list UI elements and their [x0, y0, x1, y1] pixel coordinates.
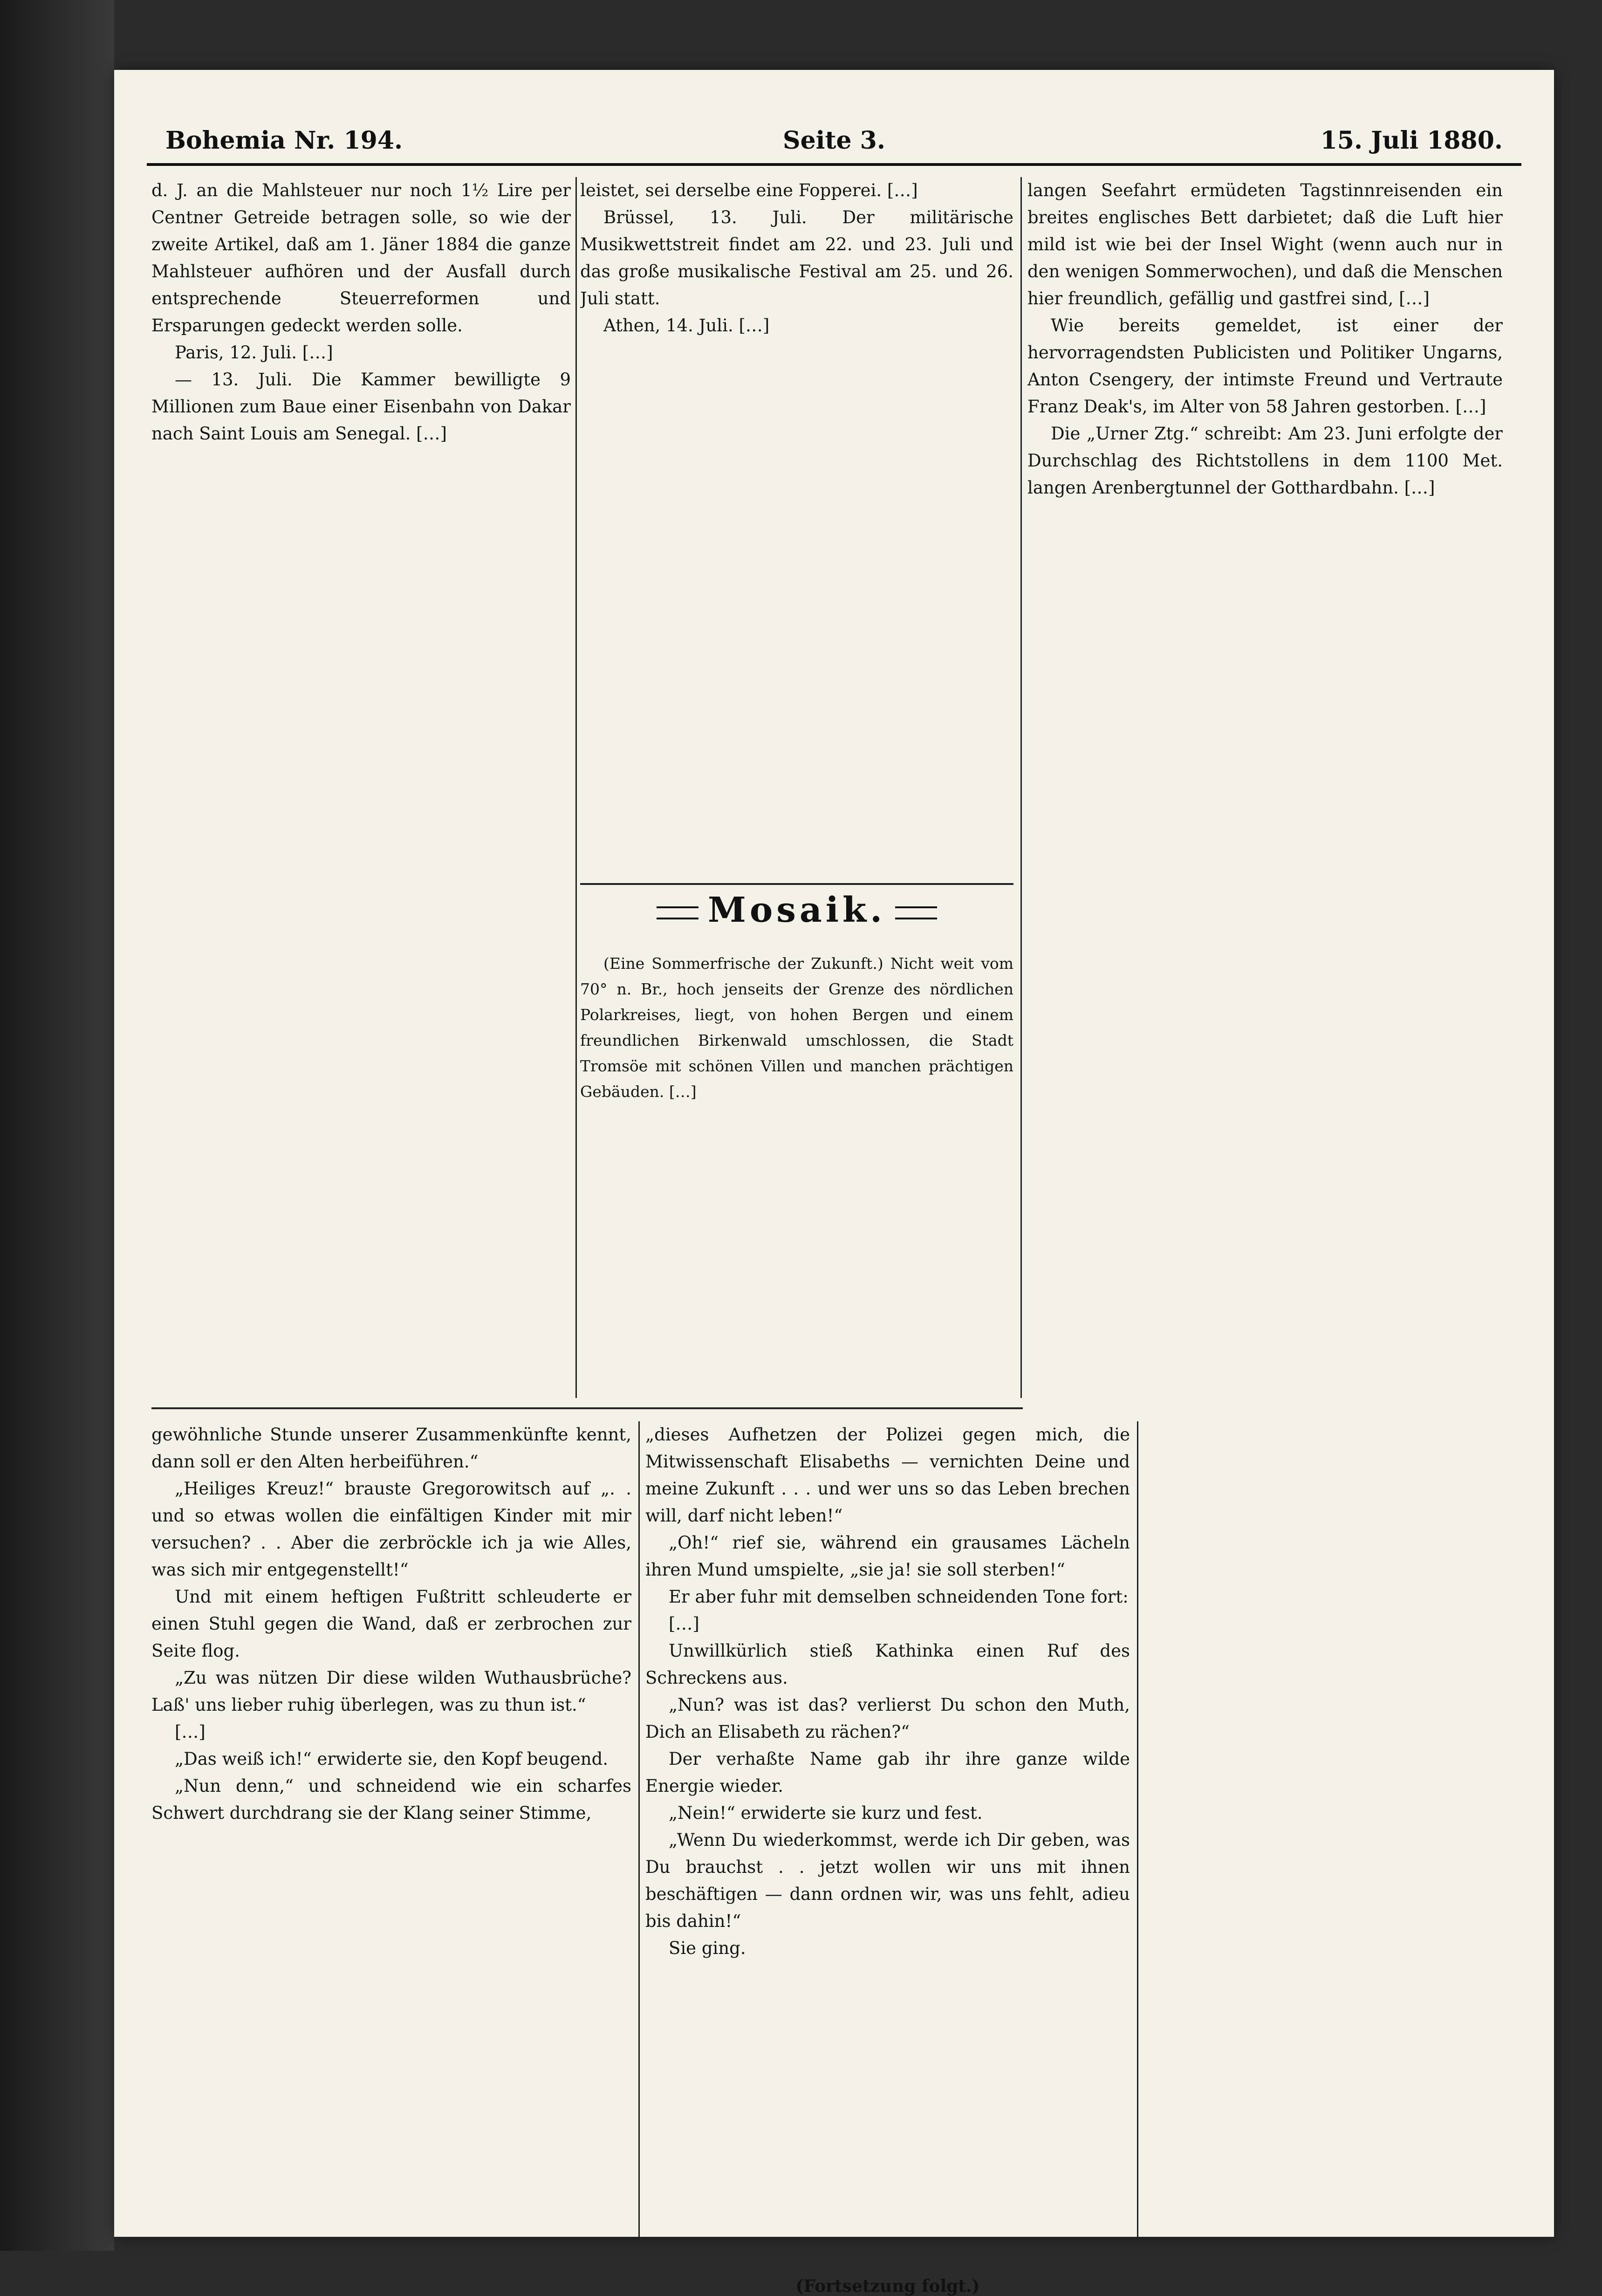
feuilleton-column-1: [151, 1421, 631, 2293]
paragraph: „dieses Aufhetzen der Polizei gegen mich, die Mitwissenschaft Elisabeths — vernichten Deine und meine Zukunft . . . und wer uns so das Leben brechen will, darf nicht leben!“: [645, 1425, 1130, 1526]
paragraph: […]: [669, 1614, 699, 1634]
paragraph: „Wenn Du wiederkommst, werde ich Dir geben, was Du brauchst . . jetzt wollen wir uns mit ihnen beschäftigen — dann ordnen wir, was uns fehlt, adieu bis dahin!“: [645, 1830, 1130, 1931]
scan-edge: [0, 0, 114, 2251]
paragraph: Paris, 12. Juli. […]: [175, 343, 333, 363]
continuation-note: (Fortsetzung folgt.): [795, 2276, 980, 2296]
paragraph: „Nun denn,“ und schneidend wie ein scharfes Schwert durchdrang sie der Klang seiner Stimme,: [151, 1776, 631, 1823]
ornament-left: [657, 906, 698, 919]
column-rule-1: [575, 177, 577, 1398]
header-publication: Bohemia Nr. 194.: [165, 126, 403, 155]
paragraph: (Eine Sommerfrische der Zukunft.) Nicht weit vom 70° n. Br., hoch jenseits der Grenze des nördlichen Polarkreises, liegt, von hohen Bergen und einem freundlichen Birkenwald umschlossen, die Stadt Tromsöe mit schönen Villen und manchen prächtigen Gebäuden. […]: [580, 954, 1013, 1101]
header-date: 15. Juli 1880.: [1320, 126, 1503, 155]
mosaik-heading: [580, 890, 1013, 946]
paragraph: langen Seefahrt ermüdeten Tagstinnreisenden ein breites englisches Bett darbietet; daß die Luft hier mild ist wie bei der Insel Wight (wenn auch nur in den wenigen Sommerwochen), und daß die Menschen hier freundlich, gefällig und gastfrei sind, […]: [1027, 180, 1503, 308]
paragraph: Sie ging.: [669, 1938, 746, 1958]
paragraph: Er aber fuhr mit demselben schneidenden Tone fort:: [669, 1587, 1129, 1607]
paragraph: Unwillkürlich stieß Kathinka einen Ruf des Schreckens aus.: [645, 1641, 1130, 1688]
ornament-right: [895, 906, 937, 919]
paragraph: Der verhaßte Name gab ihr ihre ganze wilde Energie wieder.: [645, 1749, 1130, 1796]
column-2-news: [580, 177, 1013, 876]
paragraph: — 13. Juli. Die Kammer bewilligte 9 Millionen zum Baue einer Eisenbahn von Dakar nach Saint Louis am Senegal. […]: [151, 370, 571, 444]
paragraph: d. J. an die Mahlsteuer nur noch 1½ Lire per Centner Getreide betragen solle, so wie der zweite Artikel, daß am 1. Jäner 1884 die ganze Mahlsteuer aufhören und der Ausfall durch entsprechende Steuerreformen und Ersparungen gedeckt werden solle.: [151, 180, 571, 336]
paragraph: „Zu was nützen Dir diese wilden Wuthausbrüche? Laß' uns lieber ruhig überlegen, was zu thun ist.“: [151, 1668, 631, 1715]
paragraph: „Nein!“ erwiderte sie kurz und fest.: [669, 1803, 983, 1823]
mosaik-top-rule: [580, 883, 1013, 885]
mosaik-title: Mosaik.: [707, 890, 886, 930]
paragraph: […]: [175, 1722, 205, 1742]
column-rule-3: [638, 1421, 640, 2237]
page-header: [147, 112, 1521, 166]
newspaper-page: [114, 70, 1554, 2296]
paragraph: „Heiliges Kreuz!“ brauste Gregorowitsch auf „. . und so etwas wollen die einfältigen Kinder mit mir versuchen? . . Aber die zerbröckle ich ja wie Alles, was sich mir entgegenstellt!“: [151, 1479, 631, 1580]
paragraph: Brüssel, 13. Juli. Der militärische Musikwettstreit findet am 22. und 23. Juli und das große musikalische Festival am 25. und 26. Juli statt.: [580, 207, 1013, 308]
paragraph: „Oh!“ rief sie, während ein grausames Lächeln ihren Mund umspielte, „sie ja! sie soll sterben!“: [645, 1533, 1130, 1580]
header-page-number: Seite 3.: [783, 126, 885, 155]
feuilleton-rule: [151, 1407, 1023, 1409]
paragraph: leistet, sei derselbe eine Fopperei. […]: [580, 180, 918, 200]
paragraph: „Nun? was ist das? verlierst Du schon den Muth, Dich an Elisabeth zu rächen?“: [645, 1695, 1130, 1742]
paragraph: Und mit einem heftigen Fußtritt schleuderte er einen Stuhl gegen die Wand, daß er zerbrochen zur Seite flog.: [151, 1587, 631, 1661]
paragraph: Die „Urner Ztg.“ schreibt: Am 23. Juni erfolgte der Durchschlag des Richtstollens in dem 1100 Met. langen Arenbergtunnel der Gotthardbahn. […]: [1027, 424, 1503, 498]
paragraph: „Das weiß ich!“ erwiderte sie, den Kopf beugend.: [175, 1749, 609, 1769]
column-2-mosaik: [580, 951, 1013, 1403]
paragraph: gewöhnliche Stunde unserer Zusammenkünfte kennt, dann soll er den Alten herbeiführen.“: [151, 1425, 631, 1472]
paragraph: Athen, 14. Juli. […]: [603, 315, 770, 336]
column-1-news: [151, 177, 571, 1379]
column-rule-2: [1020, 177, 1022, 1398]
paragraph: Wie bereits gemeldet, ist einer der hervorragendsten Publicisten und Politiker Ungarns, Anton Csengery, der intimste Freund und Vertraute Franz Deak's, im Alter von 58 Jahren gestorben. […]: [1027, 315, 1503, 417]
feuilleton-column-2: [645, 1421, 1130, 2279]
